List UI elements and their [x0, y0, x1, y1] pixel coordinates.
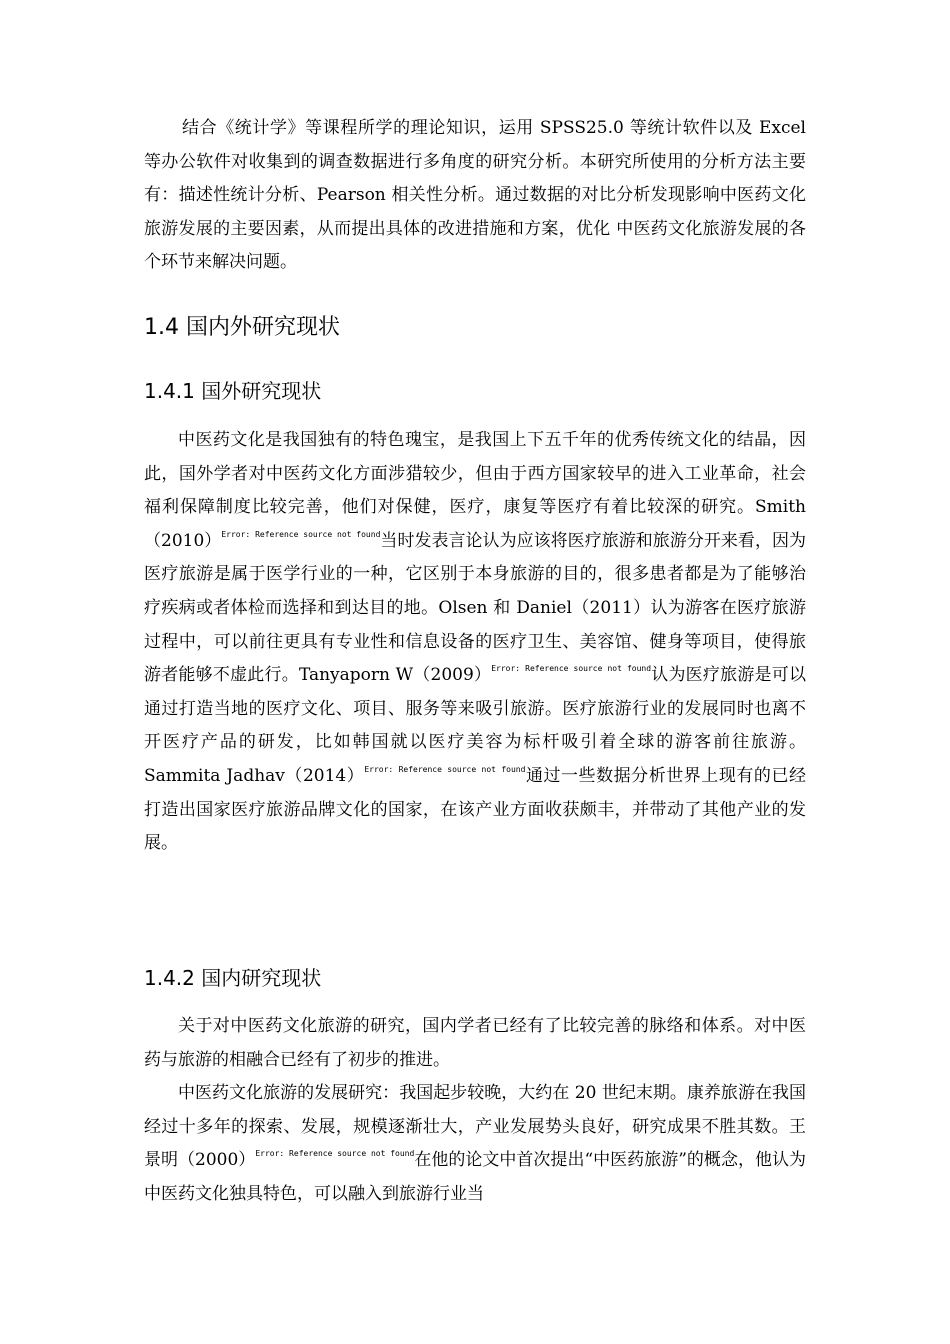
- paragraph-domestic-research-development: [144, 1077, 806, 1211]
- subsection-heading-1-4-1: 1.4.1 国外研究现状: [144, 379, 322, 403]
- reference-error-note: Error: Reference source not found: [364, 764, 526, 774]
- paragraph-methods: 结合《统计学》等课程所学的理论知识，运用 SPSS25.0 等统计软件以及 Excel 等办公软件对收集到的调查数据进行多角度的研究分析。本研究所使用的分析方法主要有：描述性统计分析、Pearson 相关性分析。通过数据的对比分析发现影响中医药文化旅游发展的主要因素，从而提出具体的改进措施和方案，优化 中医药文化旅游发展的各个环节来解决问题。: [144, 118, 806, 273]
- text-segment: 中医药文化旅游的发展研究：我国起步较晚，大约在 20 世纪末期。康养旅游在我国经过十多年的探索、发展，规模逐渐壮大，产业发展势头良好，研究成果不胜其数。王景明（2000）: [144, 1083, 806, 1171]
- reference-error-note: Error: Reference source not found: [491, 664, 652, 674]
- reference-error-note: Error: Reference source not found: [255, 1149, 415, 1159]
- paragraph-foreign-research: [144, 424, 806, 861]
- text-segment: 在他的论文中首次提出“中医药旅游”的概念，他认为中医药文化独具特色，可以融入到旅游行业当: [144, 1150, 806, 1204]
- reference-error-note: Error: Reference source not found: [221, 529, 381, 539]
- text-segment: 认为医疗旅游是可以通过打造当地的医疗文化、项目、服务等来吸引旅游。医疗旅游行业的发展同时也离不开医疗产品的研发，比如韩国就以医疗美容为标杆吸引着全球的游客前往旅游。Sammita Jadhav（2014）: [144, 665, 806, 786]
- subsection-heading-1-4-2: 1.4.2 国内研究现状: [144, 966, 322, 990]
- section-heading-1-4: 1.4 国内外研究现状: [144, 315, 340, 340]
- text-segment: 当时发表言论认为应该将医疗旅游和旅游分开来看，因为医疗旅游是属于医学行业的一种，它区别于本身旅游的目的，很多患者都是为了能够治疗疾病或者体检而选择和到达目的地。Olsen 和 Daniel（2011）认为游客在医疗旅游过程中，可以前往更具有专业性和信息设备的医疗卫生、美容馆、健身等项目，使得旅游者能够不虚此行。Tanyaporn W（2009）: [144, 530, 806, 686]
- paragraph-domestic-research-intro: 关于对中医药文化旅游的研究，国内学者已经有了比较完善的脉络和体系。对中医药与旅游的相融合已经有了初步的推进。: [144, 1016, 806, 1070]
- text-segment: 中医药文化是我国独有的特色瑰宝，是我国上下五千年的优秀传统文化的结晶，因此，国外学者对中医药文化方面涉猎较少，但由于西方国家较早的进入工业革命，社会福利保障制度比较完善，他们对保健，医疗，康复等医疗有着比较深的研究。Smith（2010）: [144, 430, 806, 551]
- text-segment: 通过一些数据分析世界上现有的已经打造出国家医疗旅游品牌文化的国家，在该产业方面收获颇丰，并带动了其他产业的发展。: [144, 765, 806, 854]
